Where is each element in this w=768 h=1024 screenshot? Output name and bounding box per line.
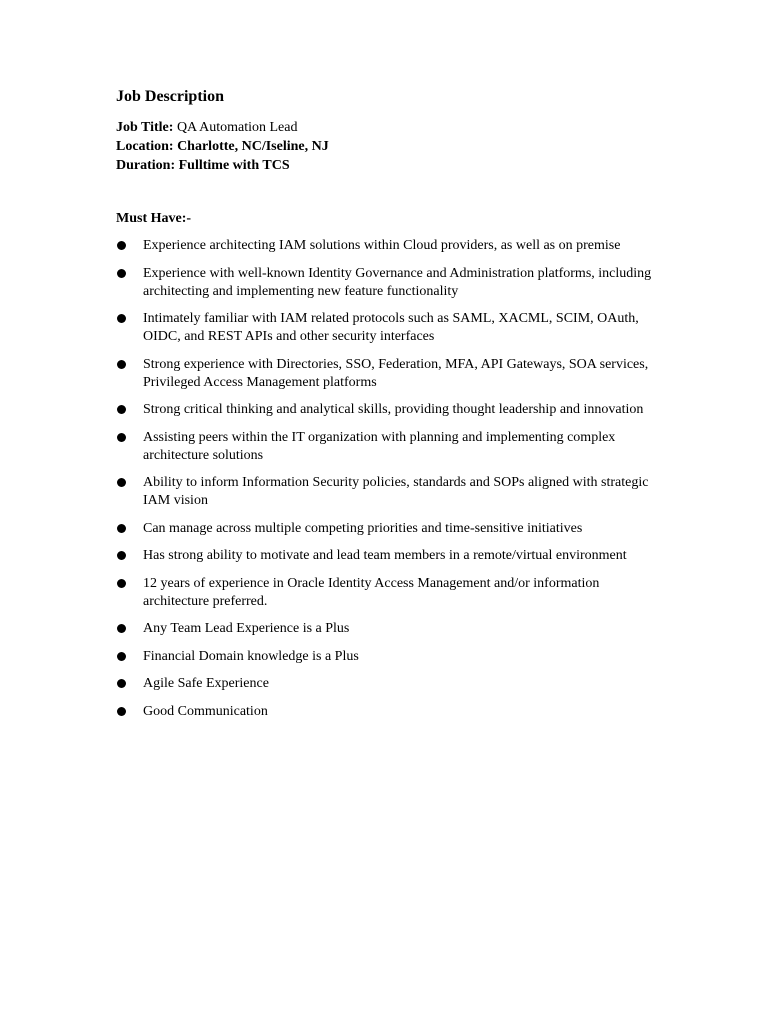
bullet-icon [117,405,126,414]
bullet-icon [117,579,126,588]
must-have-list [116,237,656,730]
list-item-text: Ability to inform Information Security policies, standards and SOPs aligned with strategic IAM vision [143,475,649,508]
list-item-text: 12 years of experience in Oracle Identity Access Management and/or information architecture preferred. [143,575,600,609]
list-item-text: Assisting peers within the IT organization with planning and implementing complex architecture solutions [143,429,616,463]
bullet-icon [117,624,126,633]
location-row [116,137,329,156]
list-item-text: Experience architecting IAM solutions within Cloud providers, as well as on premise [143,238,621,253]
list-item-text: Agile Safe Experience [143,676,269,691]
bullet-icon [117,360,126,369]
list-item-text: Has strong ability to motivate and lead team members in a remote/virtual environment [143,548,627,563]
list-item [116,237,656,255]
bullet-icon [117,269,126,278]
duration-row [116,156,329,175]
duration-label: Duration: [116,158,176,173]
bullet-icon [117,478,126,487]
list-item-text: Experience with well-known Identity Governance and Administration platforms, including architecting and implementing new feature functionality [143,265,652,299]
bullet-icon [117,314,126,323]
duration-value: Fulltime with TCS [178,158,290,173]
list-item [116,520,656,538]
location-value: Charlotte, NC/Iseline, NJ [177,139,329,154]
list-item-text: Strong experience with Directories, SSO, Federation, MFA, API Gateways, SOA services, Privileged Access Management platforms [143,356,649,390]
list-item [116,675,656,693]
bullet-icon [117,433,126,442]
must-have-heading: Must Have:- [116,211,192,226]
bullet-icon [117,524,126,533]
list-item-text: Good Communication [143,703,268,719]
location-label: Location: [116,139,174,154]
list-item [116,648,656,666]
list-item-text: Financial Domain knowledge is a Plus [143,648,359,664]
bullet-icon [117,679,126,688]
job-title-row [116,118,329,137]
list-item [116,310,656,346]
list-item [116,401,656,419]
list-item-text: Strong critical thinking and analytical skills, providing thought leadership and innovation [143,402,644,417]
document-title: Job Description [116,88,224,105]
list-item [116,356,656,392]
list-item [116,703,656,721]
list-item-text: Any Team Lead Experience is a Plus [143,621,350,636]
bullet-icon [117,551,126,560]
list-item-text: Intimately familiar with IAM related protocols such as SAML, XACML, SCIM, OAuth, OIDC, and REST APIs and other security interfaces [143,311,639,344]
job-title-value: QA Automation Lead [176,120,298,135]
list-item [116,265,656,301]
job-title-label: Job Title: [116,120,174,135]
list-item [116,547,656,565]
bullet-icon [117,707,126,716]
list-item [116,620,656,638]
list-item [116,575,656,611]
list-item-text: Can manage across multiple competing priorities and time-sensitive initiatives [143,520,583,536]
job-meta [116,118,329,175]
bullet-icon [117,652,126,661]
list-item [116,429,656,465]
bullet-icon [117,241,126,250]
list-item [116,474,656,510]
